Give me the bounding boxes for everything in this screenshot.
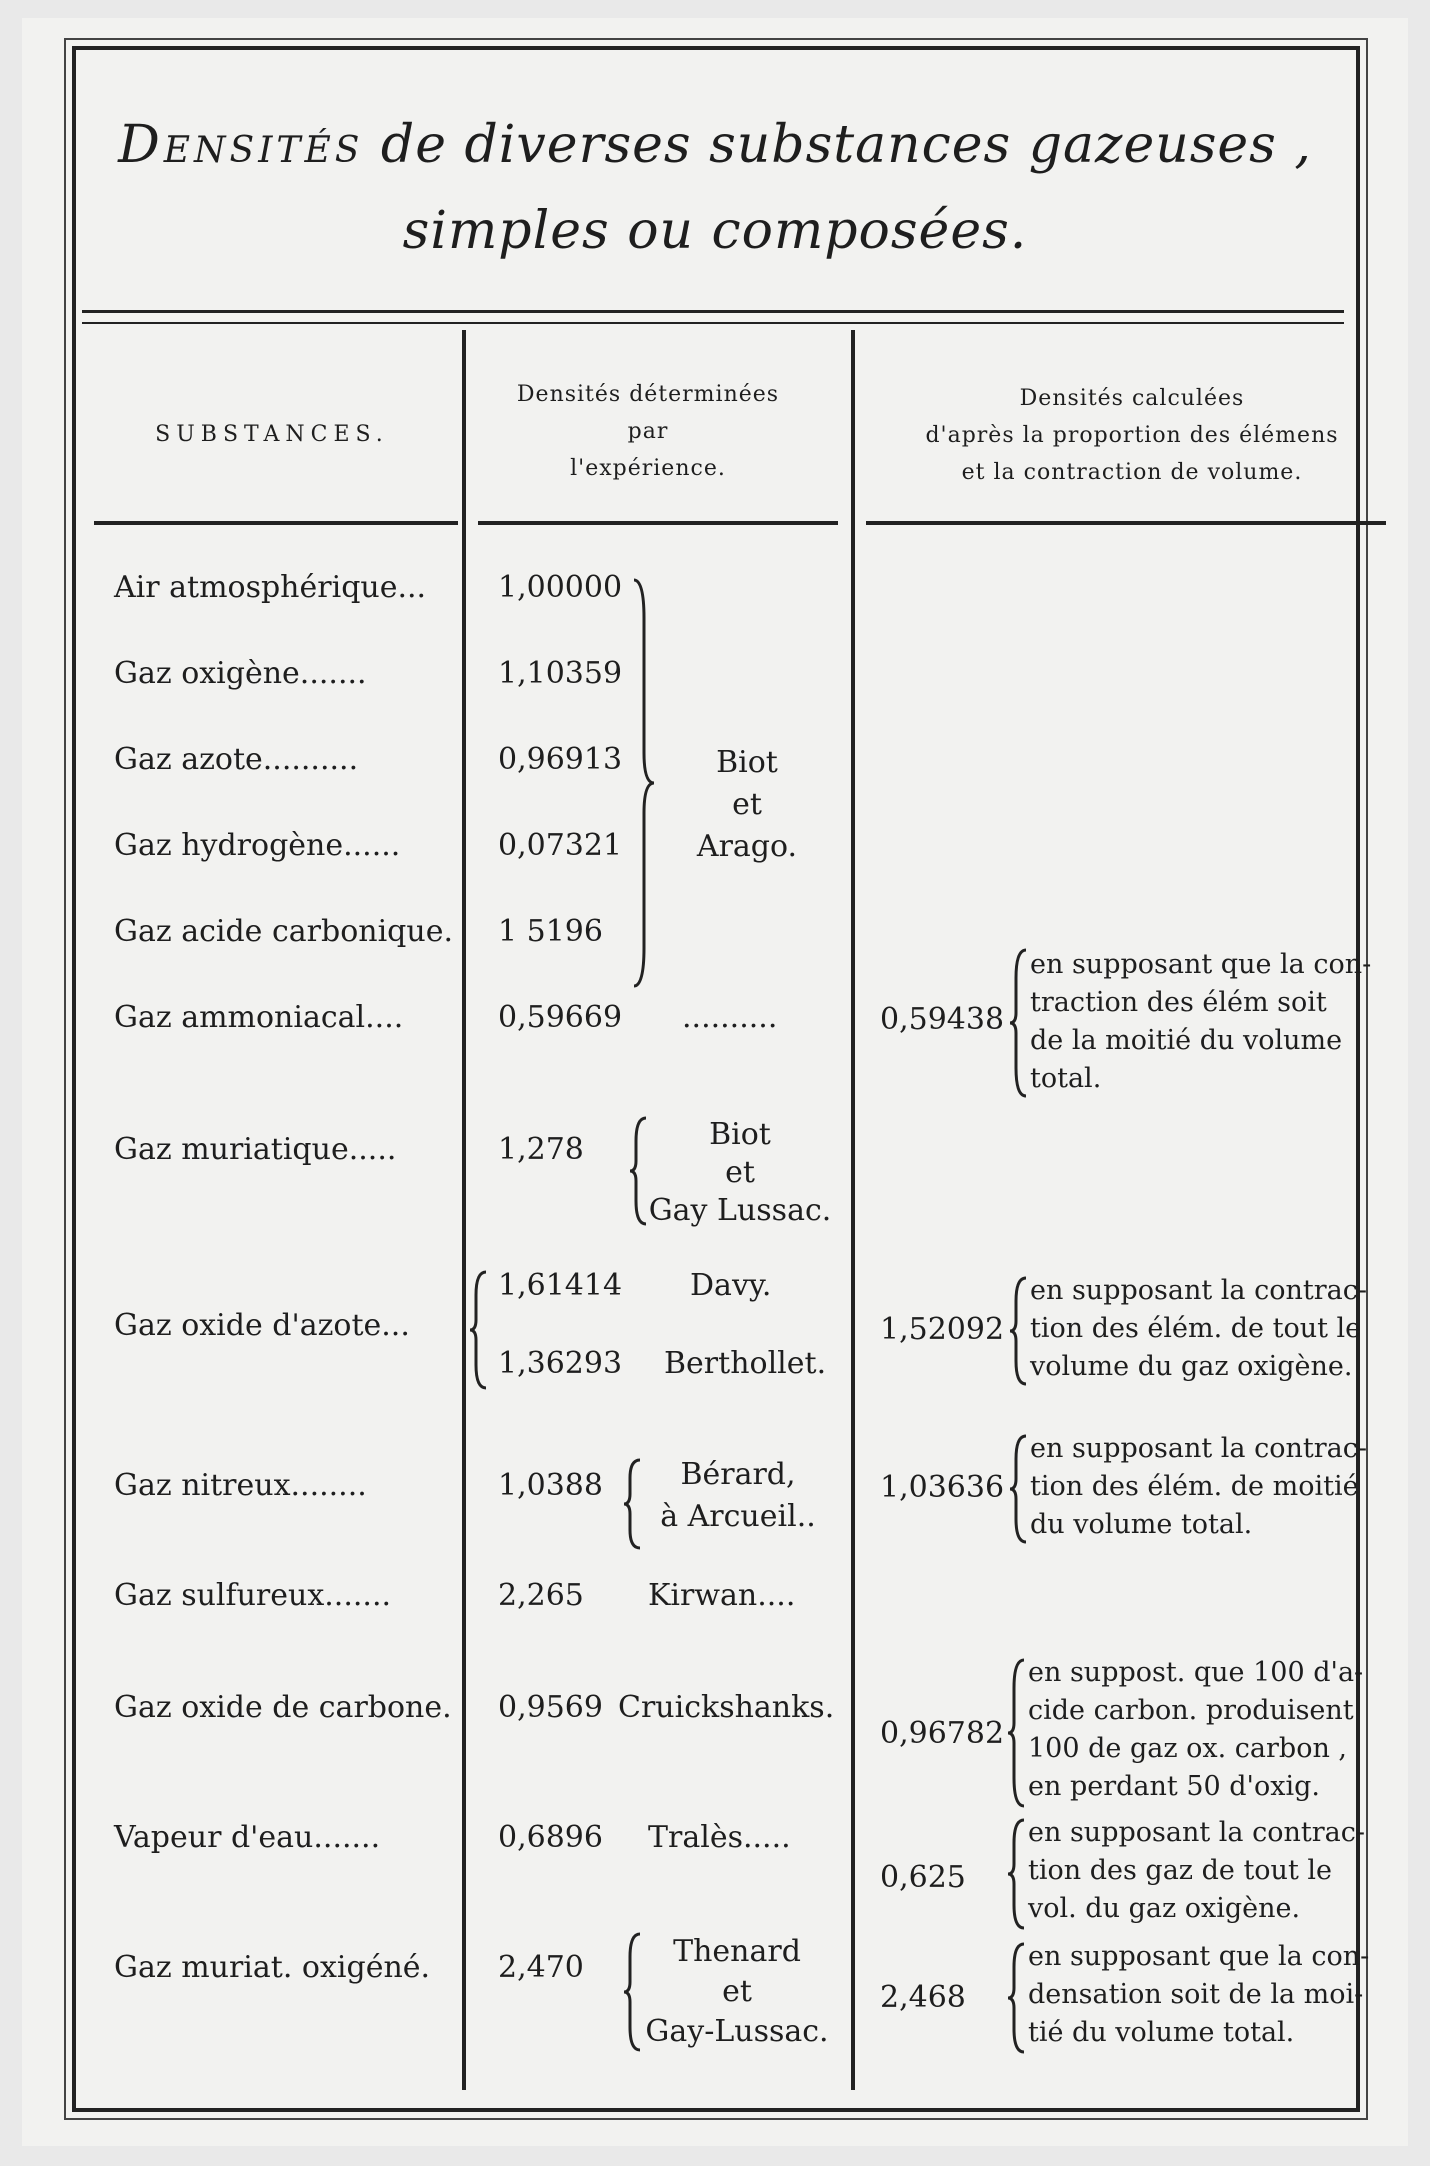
title-caps-word: Densités xyxy=(118,115,364,175)
note-line: en supposant la contrac- xyxy=(1030,1275,1367,1306)
note-line: vol. du gaz oxigène. xyxy=(1028,1893,1301,1924)
source-brace xyxy=(628,1116,648,1226)
note-line: tion des élém. de moitié xyxy=(1030,1471,1359,1502)
note-line: en perdant 50 d'oxig. xyxy=(1028,1771,1320,1802)
note-brace xyxy=(1008,1434,1028,1544)
title-line-2: simples ou composées. xyxy=(402,201,1028,261)
source-line: Gay Lussac. xyxy=(648,1193,832,1228)
note-line: tion des élém. de tout le xyxy=(1030,1313,1362,1344)
substance-cell: Air atmosphérique... xyxy=(114,570,427,605)
note-line: tié du volume total. xyxy=(1028,2017,1295,2048)
density-cell: 1,10359 xyxy=(498,656,623,691)
page xyxy=(22,18,1408,2146)
source-cell xyxy=(642,1932,832,2052)
note-line: densation soit de la moi- xyxy=(1028,1979,1364,2010)
substance-cell: Gaz oxigène....... xyxy=(114,656,367,691)
substance-cell: Gaz muriatique..... xyxy=(114,1132,397,1167)
title-line-1-text: de diverses substances gazeuses , xyxy=(380,115,1312,175)
note-line: en supposant la contrac- xyxy=(1028,1817,1365,1848)
substance-cell: Vapeur d'eau....... xyxy=(114,1820,381,1855)
header-substances: SUBSTANCES. xyxy=(155,422,389,447)
source-line: Biot xyxy=(709,1117,771,1152)
density-cell: 1,36293 xyxy=(498,1346,623,1381)
density-cell: 0,96913 xyxy=(498,742,623,777)
note-line: en supposant que la con- xyxy=(1030,949,1372,980)
note-brace xyxy=(1006,1658,1026,1808)
page-title xyxy=(22,102,1408,274)
note-brace xyxy=(1006,1942,1026,2054)
source-cell xyxy=(644,1454,832,1538)
note-cell xyxy=(1030,946,1371,1098)
title-rule xyxy=(82,310,1344,313)
density-cell: 0,07321 xyxy=(498,828,623,863)
note-line: traction des élém soit xyxy=(1030,987,1327,1018)
density-cell: 1,00000 xyxy=(498,570,623,605)
substance-cell: Gaz nitreux........ xyxy=(114,1468,367,1503)
note-line: en supposant que la con- xyxy=(1028,1941,1370,1972)
note-cell xyxy=(1028,1814,1365,1928)
substance-cell: Gaz acide carbonique. xyxy=(114,914,453,949)
substance-cell: Gaz hydrogène...... xyxy=(114,828,401,863)
note-line: en supposant la contrac- xyxy=(1030,1433,1367,1464)
group-source-line: et xyxy=(732,787,762,822)
density-cell: 2,265 xyxy=(498,1578,584,1613)
note-cell xyxy=(1030,1272,1367,1386)
note-line: cide carbon. produisent xyxy=(1028,1695,1354,1726)
source-line: et xyxy=(722,1974,752,2009)
note-brace xyxy=(1008,1276,1028,1386)
source-line: et xyxy=(725,1155,755,1190)
note-cell xyxy=(1028,1654,1363,1806)
note-line: 100 de gaz ox. carbon , xyxy=(1028,1733,1348,1764)
density-cell: 0,59669 xyxy=(498,1000,623,1035)
source-cell: Berthollet. xyxy=(664,1346,827,1381)
note-cell xyxy=(1028,1938,1369,2052)
calculated-cell: 0,59438 xyxy=(880,1002,1005,1037)
substance-cell: Gaz oxide de carbone. xyxy=(114,1690,452,1725)
column-divider-2 xyxy=(851,330,855,2090)
density-cell: 2,470 xyxy=(498,1950,584,1985)
source-brace xyxy=(622,1458,642,1550)
note-line: tion des gaz de tout le xyxy=(1028,1855,1332,1886)
header-calculees-line: Densités calculées xyxy=(1019,386,1245,411)
source-cell: Cruickshanks. xyxy=(618,1690,835,1725)
header-experience-line: Densités déterminées xyxy=(516,382,780,407)
calculated-cell: 1,52092 xyxy=(880,1312,1005,1347)
note-line: de la moitié du volume xyxy=(1030,1025,1343,1056)
density-cell: 1,61414 xyxy=(498,1268,623,1303)
title-rule-thin xyxy=(82,322,1344,324)
header-rule-experience xyxy=(478,521,838,525)
source-line: à Arcueil.. xyxy=(660,1499,816,1534)
source-cell: Davy. xyxy=(690,1268,772,1303)
title-line-1 xyxy=(22,102,1408,188)
header-calculees-line: et la contraction de volume. xyxy=(961,460,1303,485)
source-cell xyxy=(648,1116,832,1230)
header-experience-line: l'expérience. xyxy=(570,456,726,481)
calculated-cell: 0,96782 xyxy=(880,1716,1005,1751)
note-brace xyxy=(1008,948,1028,1098)
density-cell: 0,6896 xyxy=(498,1820,603,1855)
density-cell: 0,9569 xyxy=(498,1690,603,1725)
header-rule-calculees xyxy=(866,521,1386,525)
substance-cell: Gaz sulfureux....... xyxy=(114,1578,392,1613)
density-cell: 1,278 xyxy=(498,1132,584,1167)
calculated-cell: 2,468 xyxy=(880,1980,966,2015)
header-experience-line: par xyxy=(627,419,669,444)
substance-cell: Gaz muriat. oxigéné. xyxy=(114,1950,431,1985)
density-cell: 1,0388 xyxy=(498,1468,603,1503)
note-line: en suppost. que 100 d'a- xyxy=(1028,1657,1364,1688)
substance-cell: Gaz oxide d'azote... xyxy=(114,1308,410,1343)
header-calculees-line: d'après la proportion des élémens xyxy=(925,423,1339,448)
column-divider-1 xyxy=(462,330,466,2090)
source-cell: .......... xyxy=(682,1000,778,1035)
density-brace xyxy=(468,1270,488,1390)
source-cell: Kirwan.... xyxy=(648,1578,796,1613)
calculated-cell: 1,03636 xyxy=(880,1470,1005,1505)
note-brace xyxy=(1006,1818,1026,1930)
header-rule-substances xyxy=(94,521,458,525)
density-cell: 1 5196 xyxy=(498,914,603,949)
substance-cell: Gaz azote.......... xyxy=(114,742,359,777)
substance-cell: Gaz ammoniacal.... xyxy=(114,1000,404,1035)
note-line: du volume total. xyxy=(1030,1509,1253,1540)
calculated-cell: 0,625 xyxy=(880,1860,966,1895)
header-calculees xyxy=(877,380,1387,491)
note-line: total. xyxy=(1030,1063,1102,1094)
source-line: Thenard xyxy=(673,1934,801,1969)
group-source-line: Arago. xyxy=(696,829,798,864)
note-line: volume du gaz oxigène. xyxy=(1030,1351,1353,1382)
source-line: Bérard, xyxy=(680,1457,796,1492)
note-cell xyxy=(1030,1430,1367,1544)
source-cell: Tralès..... xyxy=(648,1820,791,1855)
group-source xyxy=(662,742,832,868)
group-brace xyxy=(630,578,656,988)
source-line: Gay-Lussac. xyxy=(645,2014,829,2049)
source-brace xyxy=(622,1932,642,2052)
header-experience xyxy=(478,376,818,487)
group-source-line: Biot xyxy=(716,745,778,780)
